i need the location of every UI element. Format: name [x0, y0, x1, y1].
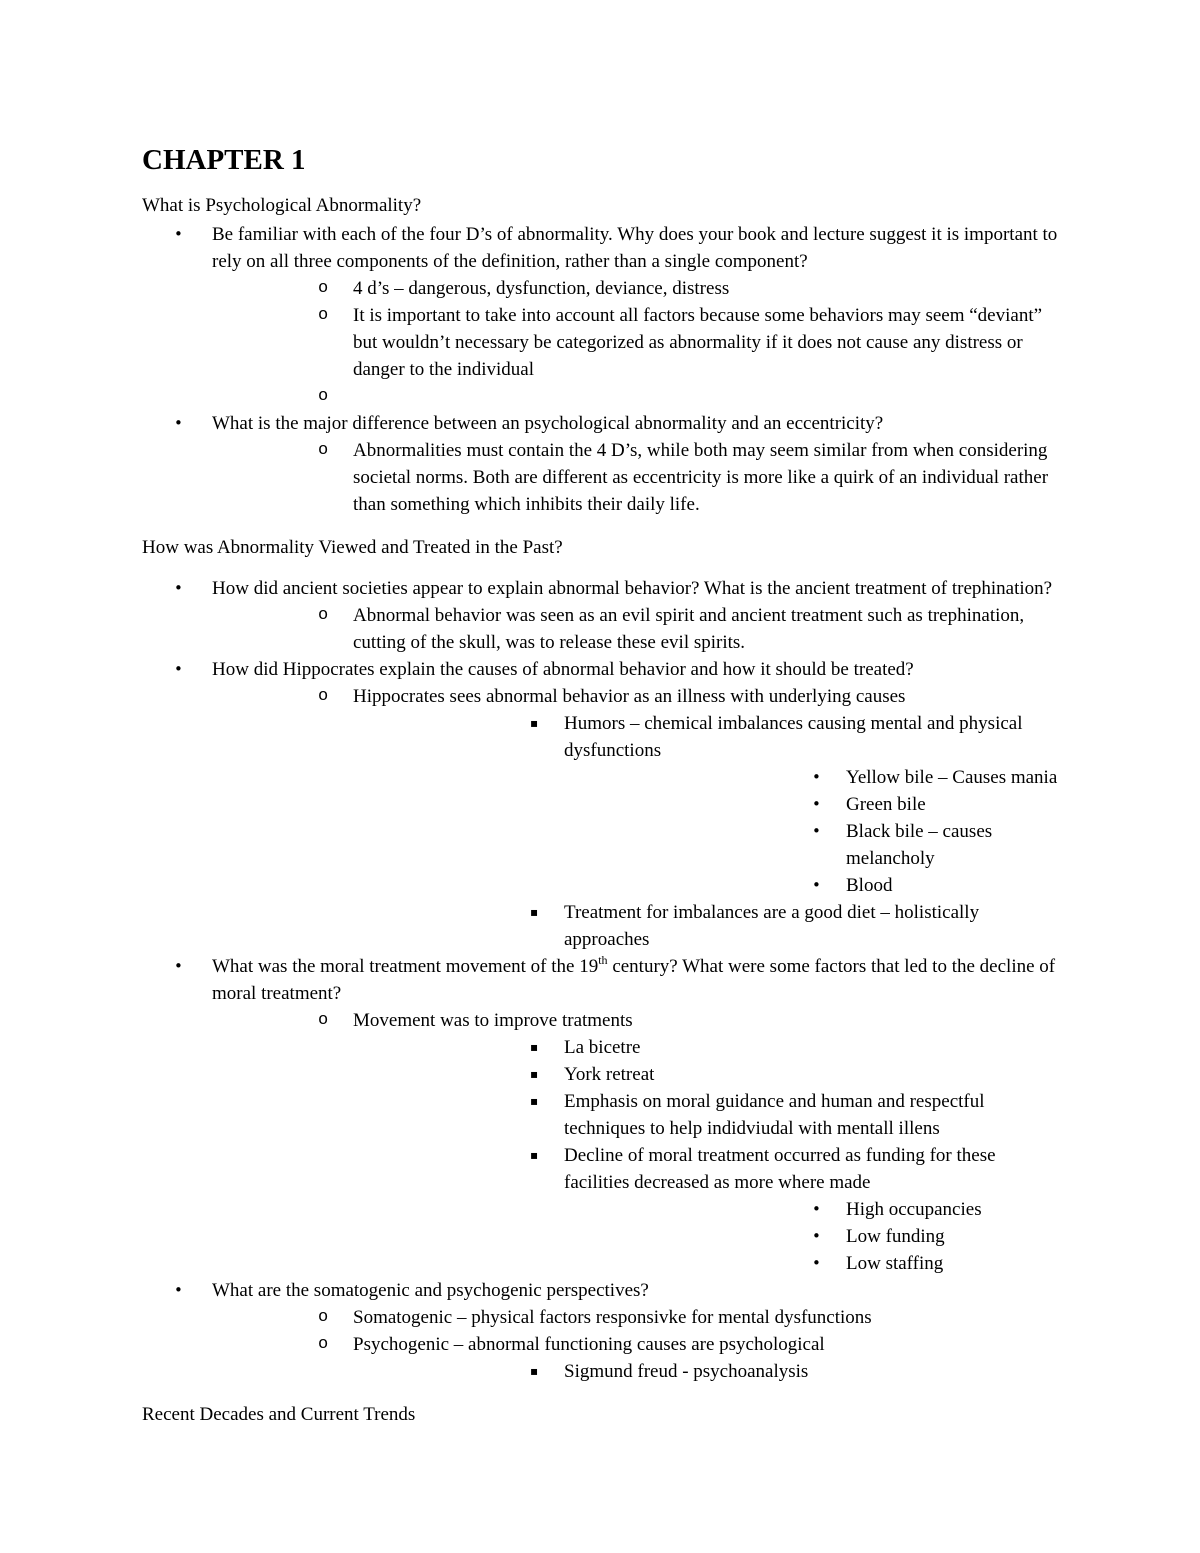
question-item	[142, 953, 1062, 1277]
circle-bullet-icon: o	[318, 387, 329, 406]
circle-bullet-icon: o	[318, 606, 329, 625]
section-heading: How was Abnormality Viewed and Treated in the Past?	[142, 537, 563, 558]
detail-text: Emphasis on moral guidance and human and respectful techniques to help indidviudal with mentall illens	[564, 1091, 985, 1139]
decline-factor-text: High occupancies	[846, 1199, 982, 1220]
question-item	[142, 1277, 1062, 1385]
circle-bullet-icon: o	[318, 1335, 329, 1354]
answer-list	[212, 275, 1062, 410]
humor-item	[564, 872, 1062, 899]
question-text: How did Hippocrates explain the causes of abnormal behavior and how it should be treated?	[212, 659, 914, 680]
humor-item	[564, 764, 1062, 791]
circle-bullet-icon: o	[318, 306, 329, 325]
question-list	[142, 221, 1062, 518]
detail-item	[353, 899, 1062, 953]
bullet-icon: •	[812, 822, 821, 840]
detail-text: Decline of moral treatment occurred as funding for these facilities decreased as more where made	[564, 1145, 996, 1193]
detail-item	[353, 1142, 1062, 1277]
detail-item	[353, 1061, 1062, 1088]
section-heading: Recent Decades and Current Trends	[142, 1404, 416, 1425]
answer-list	[212, 1304, 1062, 1385]
answer-item	[212, 302, 1062, 383]
circle-bullet-icon: o	[318, 1308, 329, 1327]
bullet-icon: •	[812, 768, 821, 786]
detail-item	[353, 1034, 1062, 1061]
bullet-icon: •	[812, 795, 821, 813]
decline-factor-list	[564, 1196, 1062, 1277]
detail-text: Sigmund freud - psychoanalysis	[564, 1361, 809, 1382]
question-text: What was the moral treatment movement of the 19th century? What were some factors that led to the decline of moral treatment?	[212, 953, 1056, 1004]
bullet-icon: •	[812, 1200, 821, 1218]
answer-item	[212, 683, 1062, 953]
question-item	[142, 221, 1062, 410]
detail-list	[353, 1358, 1062, 1385]
chapter-title: CHAPTER 1	[142, 144, 306, 176]
square-bullet-icon: ▪	[530, 716, 539, 730]
bullet-icon: •	[812, 876, 821, 894]
answer-text: Hippocrates sees abnormal behavior as an illness with underlying causes	[353, 686, 906, 707]
answer-text: It is important to take into account all factors because some behaviors may seem “deviant” but wouldn’t necessary be categorized as abnormality if it does not cause any distress or danger to the individual	[353, 305, 1043, 380]
square-bullet-icon: ▪	[530, 1148, 539, 1162]
detail-item	[353, 1088, 1062, 1142]
square-bullet-icon: ▪	[530, 1364, 539, 1378]
question-item	[142, 575, 1062, 656]
answer-item	[212, 602, 1062, 656]
answer-item	[212, 1007, 1062, 1277]
document-body	[142, 140, 1062, 1430]
humor-list	[564, 764, 1062, 899]
humor-text: Yellow bile – Causes mania	[846, 767, 1058, 788]
circle-bullet-icon: o	[318, 441, 329, 460]
answer-text: Abnormalities must contain the 4 D’s, while both may seem similar from when considering societal norms. Both are different as eccentricity is more like a quirk of an individual rather than something which inhibits their daily life.	[353, 440, 1049, 515]
answer-text: 4 d’s – dangerous, dysfunction, deviance, distress	[353, 278, 730, 299]
question-text: Be familiar with each of the four D’s of abnormality. Why does your book and lecture suggest it is important to rely on all three components of the definition, rather than a single component?	[212, 224, 1058, 272]
detail-text: Treatment for imbalances are a good diet – holistically approaches	[564, 902, 980, 950]
answer-list	[212, 602, 1062, 656]
answer-item	[212, 437, 1062, 518]
detail-text: Humors – chemical imbalances causing mental and physical dysfunctions	[564, 713, 1023, 761]
answer-text: Movement was to improve tratments	[353, 1010, 633, 1031]
humor-text: Green bile	[846, 794, 926, 815]
humor-item	[564, 791, 1062, 818]
answer-item	[212, 1304, 1062, 1331]
humor-text: Blood	[846, 875, 893, 896]
decline-factor-item	[564, 1250, 1062, 1277]
empty-answer-item	[212, 383, 1062, 410]
humor-text: Black bile – causes melancholy	[846, 821, 993, 869]
answer-text: Somatogenic – physical factors responsivke for mental dysfunctions	[353, 1307, 872, 1328]
question-list	[142, 575, 1062, 1385]
square-bullet-icon: ▪	[530, 1094, 539, 1108]
answer-item	[212, 1331, 1062, 1385]
humor-item	[564, 818, 1062, 872]
detail-text: La bicetre	[564, 1037, 641, 1058]
bullet-icon: •	[174, 1281, 183, 1299]
question-item	[142, 656, 1062, 953]
question-text: How did ancient societies appear to explain abnormal behavior? What is the ancient treatment of trephination?	[212, 578, 1053, 599]
square-bullet-icon: ▪	[530, 905, 539, 919]
decline-factor-text: Low funding	[846, 1226, 945, 1247]
ordinal-superscript: th	[598, 953, 608, 967]
answer-list	[212, 437, 1062, 518]
answer-text: Psychogenic – abnormal functioning causes are psychological	[353, 1334, 825, 1355]
bullet-icon: •	[812, 1254, 821, 1272]
answer-list	[212, 683, 1062, 953]
answer-item	[212, 275, 1062, 302]
bullet-icon: •	[174, 957, 183, 975]
bullet-icon: •	[174, 414, 183, 432]
answer-text: Abnormal behavior was seen as an evil spirit and ancient treatment such as trephination, cutting of the skull, was to release these evil spirits.	[353, 605, 1025, 653]
detail-text: York retreat	[564, 1064, 655, 1085]
square-bullet-icon: ▪	[530, 1040, 539, 1054]
decline-factor-text: Low staffing	[846, 1253, 944, 1274]
bullet-icon: •	[174, 579, 183, 597]
square-bullet-icon: ▪	[530, 1067, 539, 1081]
bullet-icon: •	[174, 660, 183, 678]
decline-factor-item	[564, 1196, 1062, 1223]
section-heading: What is Psychological Abnormality?	[142, 195, 422, 216]
circle-bullet-icon: o	[318, 1011, 329, 1030]
decline-factor-item	[564, 1223, 1062, 1250]
circle-bullet-icon: o	[318, 279, 329, 298]
detail-list	[353, 1034, 1062, 1277]
detail-item	[353, 710, 1062, 899]
bullet-icon: •	[812, 1227, 821, 1245]
detail-item	[353, 1358, 1062, 1385]
circle-bullet-icon: o	[318, 687, 329, 706]
answer-list	[212, 1007, 1062, 1277]
question-item	[142, 410, 1062, 518]
question-text: What is the major difference between an psychological abnormality and an eccentricity?	[212, 413, 884, 434]
bullet-icon: •	[174, 225, 183, 243]
question-text: What are the somatogenic and psychogenic perspectives?	[212, 1280, 649, 1301]
detail-list	[353, 710, 1062, 953]
